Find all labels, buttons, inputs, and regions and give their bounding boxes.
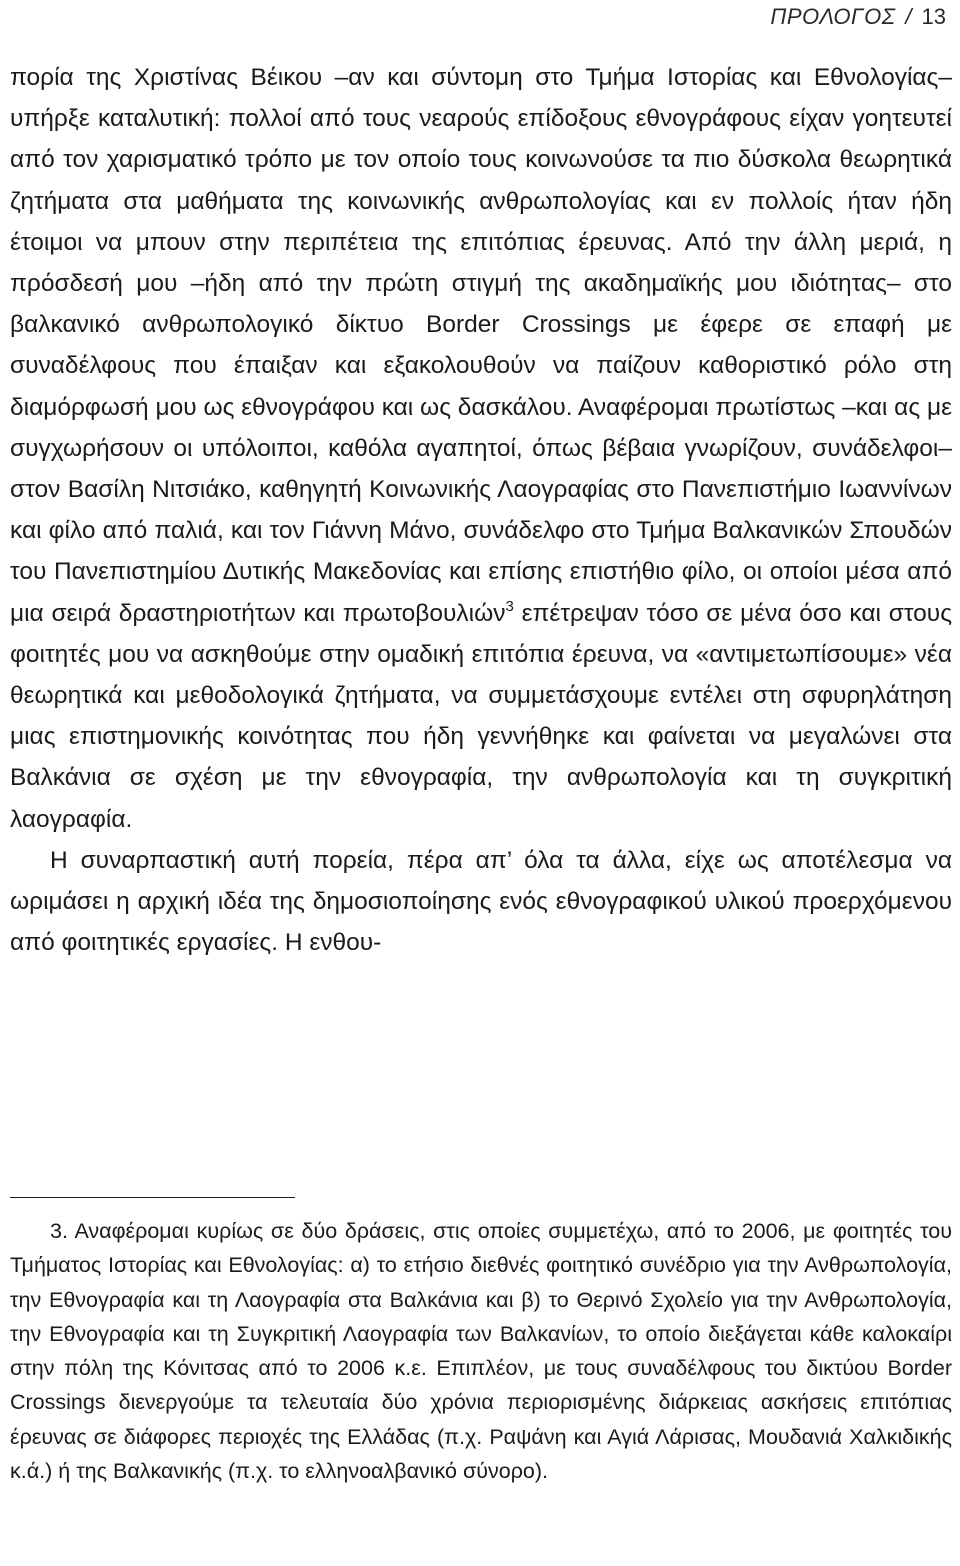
section-title: ΠΡΟΛΟΓΟΣ [770, 4, 896, 29]
footnote [10, 1214, 952, 1488]
page-number: 13 [921, 4, 946, 29]
paragraph-text: επέτρεψαν τόσο σε μένα όσο και στους φοιτητές μου να ασκηθούμε στην ομαδική επιτόπια έρευνα, να «αντιμετωπίσουμε» νέα θεωρητικά και μεθοδολογικά ζητήματα, να συμμετάσχουμε εντέλει στη σφυρηλάτηση μιας επιστημονικής κοινότητας που ήδη γεννήθηκε και φαίνεται να μεγαλώνει στα Βαλκάνια σε σχέση με την εθνογραφία, την ανθρωπολογία και τη συγκριτική λαογραφία. [10, 599, 953, 833]
paragraph-text: πορία της Χριστίνας Βέικου –αν και σύντομη στο Τμήμα Ιστορίας και Εθνολογίας– υπήρξε καταλυτική: πολλοί από τους νεαρούς επίδοξους εθνογράφους είχαν γοητευτεί από τον χαρισματικό τρόπο με τον οποίο τους κοινωνούσε τα πιο δύσκολα θεωρητικά ζητήματα στα μαθήματα της κοινωνικής ανθρωπολογίας και εν πολλοίς ήταν ήδη έτοιμοι να μπουν στην περιπέτεια της επιτόπιας έρευνας. Από την άλλη μεριά, η πρόσδεσή μου –ήδη από την πρώτη στιγμή της ακαδημαϊκής μου ιδιότητας– στο βαλκανικό ανθρωπολογικό δίκτυο Border Crossings με έφερε σε επαφή με συναδέλφους που έπαιξαν και εξακολουθούν να παίζουν καθοριστικό ρόλο στη διαμόρφωσή μου ως εθνογράφου και ως δασκάλου. Αναφέρομαι πρωτίστως –και ας με συγχωρήσουν οι υπόλοιποι, καθόλα αγαπητοί, όπως βέβαια γνωρίζουν, συνάδελφοι– στον Βασίλη Νιτσιάκο, καθηγητή Κοινωνικής Λαογραφίας στο Πανεπιστήμιο Ιωαννίνων και φίλο από παλιά, και τον Γιάννη Μάνο, συνάδελφο στο Τμήμα Βαλκανικών Σπουδών του Πανεπιστημίου Δυτικής Μακεδονίας και επίσης επιστήθιο φίλο, οι οποίοι μέσα από μια σειρά δραστηριοτήτων και πρωτοβουλιών [10, 64, 952, 627]
body-text [10, 57, 952, 963]
paragraph [10, 57, 952, 840]
footnote-divider [10, 1197, 295, 1198]
footnote-reference: 3 [505, 597, 514, 615]
running-header [770, 2, 946, 32]
footnote-number: 3. [50, 1219, 68, 1243]
footnote-text: Αναφέρομαι κυρίως σε δύο δράσεις, στις οποίες συμμετέχω, από το 2006, με φοιτητές του Τμήματος Ιστορίας και Εθνολογίας: α) το ετήσιο διεθνές φοιτητικό συνέδριο για την Ανθρωπολογία, την Εθνογραφία και τη Λαογραφία στα Βαλκάνια και β) το Θερινό Σχολείο για την Ανθρωπολογία, την Εθνογραφία και τη Συγκριτική Λαογραφία των Βαλκανίων, το οποίο διεξάγεται κάθε καλοκαίρι στην πόλη της Κόνιτσας από το 2006 κ.ε. Επιπλέον, με τους συναδέλφους του δικτύου Border Crossings διενεργούμε τα τελευταία δύο χρόνια περιορισμένης διάρκειας ασκήσεις επιτόπιας έρευνας σε διάφορες περιοχές της Ελλάδας (π.χ. Ραψάνη και Αγιά Λάρισας, Μουδανιά Χαλκιδικής κ.ά.) ή της Βαλκανικής (π.χ. το ελληνοαλβανικό σύνορο). [10, 1219, 952, 1484]
paragraph: Η συναρπαστική αυτή πορεία, πέρα απ’ όλα τα άλλα, είχε ως αποτέλεσμα να ωριμάσει η αρχική ιδέα της δημοσιοποίησης ενός εθνογραφικού υλικού προερχόμενου από φοιτητικές εργασίες. Η ενθου- [10, 846, 952, 957]
header-separator: / [905, 4, 912, 29]
